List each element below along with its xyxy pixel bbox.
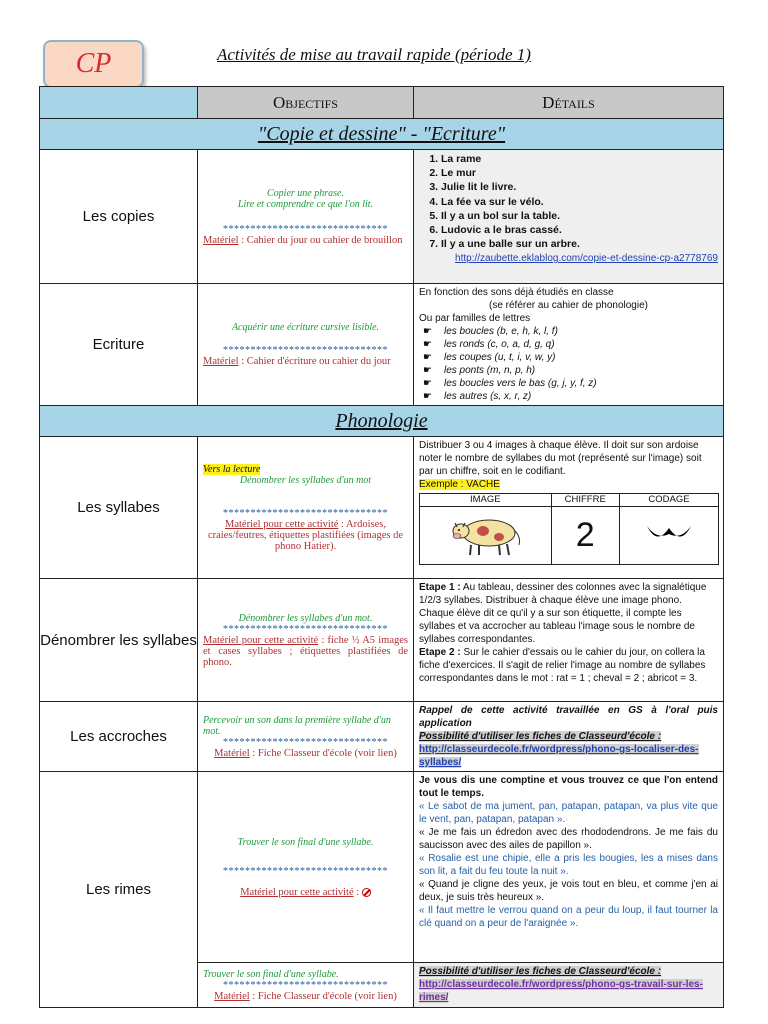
objective-text: Lire et comprendre ce que l'on lit. <box>237 198 374 210</box>
separator-stars: ****************************** <box>223 507 388 519</box>
row-label-accroches: Les accroches <box>40 702 198 772</box>
details-text: En fonction des sons déjà étudiés en classe <box>419 287 614 298</box>
list-item: ☛ les boucles (b, e, h, k, l, f) <box>423 325 718 338</box>
highlight-tag: Vers la lecture <box>203 463 261 475</box>
material-accroches: Matériel : Fiche Classeur d'école (voir lien) <box>214 747 397 759</box>
example-table <box>419 493 719 565</box>
list-item: ☛ les autres (s, x, r, z) <box>423 390 718 403</box>
details-text: Je vous dis une comptine et vous trouvez ce que l'on entend tout le temps. <box>419 775 718 799</box>
list-item: 1. La rame <box>441 152 718 166</box>
column-header: IMAGE <box>420 494 552 507</box>
section-title-phonologie: Phonologie <box>40 406 724 437</box>
resource-link[interactable]: http://zaubette.eklablog.com/copie-et-dessine-cp-a2778769 <box>455 253 718 265</box>
list-item: 7. Il y a une balle sur un arbre. <box>441 237 718 251</box>
objective-text: Acquérir une écriture cursive lisible. <box>231 322 380 333</box>
table-row-ecriture <box>40 284 724 406</box>
material-syllabes: Matériel pour cette activité : Ardoises, craies/feutres, étiquettes plastifiées (images de phono Hatier). <box>207 518 404 552</box>
objective-rimes-2 <box>198 963 414 1008</box>
list-item: 3. Julie lit le livre. <box>441 180 718 194</box>
objective-text: Dénombrer les syllabes d'un mot. <box>238 612 373 624</box>
objective-copies <box>198 150 414 284</box>
rhyme-line: « Rosalie est une chipie, elle a pris les bougies, les a mises dans son lit, a fait du feu toute la nuit ». <box>419 853 718 877</box>
details-text: Distribuer 3 ou 4 images à chaque élève. Il doit sur son ardoise noter le nombre de syllabes du mot (représenté sur l'image) soit par un chiffre, soit en le codifiant. <box>419 440 702 477</box>
details-denombrer <box>414 579 724 702</box>
objective-text: Dénombrer les syllabes d'un mot <box>239 474 372 486</box>
list-item: 2. Le mur <box>441 166 718 180</box>
row-label-syllabes: Les syllabes <box>40 437 198 579</box>
separator-stars: ****************************** <box>223 623 388 635</box>
sentence-list <box>419 152 718 251</box>
details-ecriture <box>414 284 724 406</box>
table-row-syllabes <box>40 437 724 579</box>
objective-accroches <box>198 702 414 772</box>
forbidden-icon <box>362 888 371 897</box>
list-item: 6. Ludovic a le bras cassé. <box>441 223 718 237</box>
material-copies: Matériel : Cahier du jour ou cahier de brouillon <box>203 234 403 246</box>
separator-stars: ****************************** <box>223 345 388 356</box>
resource-link[interactable]: http://classeurdecole.fr/wordpress/phono-gs-localiser-des-syllabes/ <box>419 744 699 768</box>
objective-text: Copier une phrase. <box>267 187 344 199</box>
example-label: Exemple : VACHE <box>419 479 500 490</box>
separator-stars: ****************************** <box>223 865 388 877</box>
table-row-rimes <box>40 772 724 963</box>
objective-syllabes <box>198 437 414 579</box>
table-row-accroches <box>40 702 724 772</box>
class-badge: CP <box>43 40 144 88</box>
list-item: ☛ les boucles vers le bas (g, j, y, f, z) <box>423 377 718 390</box>
section-row-phono <box>40 406 724 437</box>
section-title-copie-ecriture: "Copie et dessine" - "Ecriture" <box>40 119 724 150</box>
separator-stars: ****************************** <box>223 979 388 991</box>
row-label-copies: Les copies <box>40 150 198 284</box>
material-denombrer: Matériel pour cette activité : fiche ½ A5 images et cases syllabes ; étiquettes plastifiées de phono. <box>203 634 408 668</box>
details-syllabes <box>414 437 724 579</box>
syllable-count: 2 <box>551 507 619 564</box>
list-item: 5. Il y a un bol sur la table. <box>441 209 718 223</box>
details-rimes-2 <box>414 963 724 1008</box>
cow-image <box>420 507 552 564</box>
header-corner <box>40 87 198 119</box>
details-text: Rappel de cette activité travaillée en GS à l'oral puis application <box>419 705 718 729</box>
step-1: Etape 1 : Au tableau, dessiner des colonnes avec la signalétique 1/2/3 syllabes. Distribuer à chaque élève une image phono. Chaque élève dit ce qu'il y a sur son étiquette, il compte les syllabes et va accrocher au tableau l'image sous le nombre de syllabes correspondantes. <box>419 582 707 645</box>
column-header: CHIFFRE <box>551 494 619 507</box>
objective-text: Trouver le son final d'une syllabe. <box>203 968 339 980</box>
resource-link[interactable]: http://classeurdecole.fr/wordpress/phono-gs-travail-sur-les-rimes/ <box>419 979 703 1003</box>
page-title: Activités de mise au travail rapide (période 1) <box>217 45 531 64</box>
material-ecriture: Matériel : Cahier d'écriture ou cahier du jour <box>203 356 391 367</box>
details-rimes <box>414 772 724 963</box>
row-label-ecriture: Ecriture <box>40 284 198 406</box>
material-rimes: Matériel pour cette activité : <box>203 887 408 898</box>
section-row-copie <box>40 119 724 150</box>
objective-text: Trouver le son final d'une syllabe. <box>237 836 374 848</box>
rhyme-line: « Quand je cligne des yeux, je vois tout en bleu, et comme j'en ai deux, je suis très heureux ». <box>419 879 718 903</box>
header-objectifs: Objectifs <box>198 87 414 119</box>
rhyme-line: « Il faut mettre le verrou quand on a peur du loup, il faut tourner la clé quand on a peur de l'araignée ». <box>419 905 718 929</box>
details-text: Possibilité d'utiliser les fiches de Classeurd'école : <box>419 966 662 977</box>
separator-stars: ****************************** <box>223 736 388 748</box>
list-item: ☛ les ponts (m, n, p, h) <box>423 364 718 377</box>
details-accroches <box>414 702 724 772</box>
row-label-rimes: Les rimes <box>40 772 198 1008</box>
header-details: Détails <box>414 87 724 119</box>
column-header: CODAGE <box>619 494 718 507</box>
list-item: 4. La fée va sur le vélo. <box>441 195 718 209</box>
step-2: Etape 2 : Sur le cahier d'essais ou le cahier du jour, on collera la fiche d'exercices. Il s'agit de relier l'image au nombre de syllabes correspondantes dans le mot : rat = 1 ; cheval = 2 ; abricot = 3. <box>419 647 706 684</box>
details-text: (se référer au cahier de phonologie) <box>489 300 648 311</box>
rhyme-line: « Je me fais un édredon avec des rhododendrons. Je me fais du saucisson avec des ailes de papillon ». <box>419 827 718 851</box>
activities-table <box>39 86 724 1008</box>
objective-text: Percevoir un son dans la première syllabe d'un mot. <box>203 714 391 737</box>
list-item: ☛ les ronds (c, o, a, d, g, q) <box>423 338 718 351</box>
material-rimes-2: Matériel : Fiche Classeur d'école (voir lien) <box>214 990 397 1002</box>
list-item: ☛ les coupes (u, t, i, v, w, y) <box>423 351 718 364</box>
table-row-copies <box>40 150 724 284</box>
objective-denombrer <box>198 579 414 702</box>
separator-stars: ****************************** <box>223 223 388 235</box>
rhyme-line: « Le sabot de ma jument, pan, patapan, patapan, va plus vite que le vent, pan, patapan, patapan ». <box>419 801 718 825</box>
codage-arcs-icon <box>619 507 718 564</box>
objective-ecriture <box>198 284 414 406</box>
row-label-denombrer: Dénombrer les syllabes <box>40 579 198 702</box>
details-copies <box>414 150 724 284</box>
details-text: Possibilité d'utiliser les fiches de Classeurd'école : <box>419 731 662 742</box>
details-text: Ou par familles de lettres <box>419 313 531 324</box>
header-row <box>40 87 724 119</box>
letter-families-list <box>419 325 718 403</box>
objective-rimes <box>198 772 414 963</box>
table-row-denombrer <box>40 579 724 702</box>
